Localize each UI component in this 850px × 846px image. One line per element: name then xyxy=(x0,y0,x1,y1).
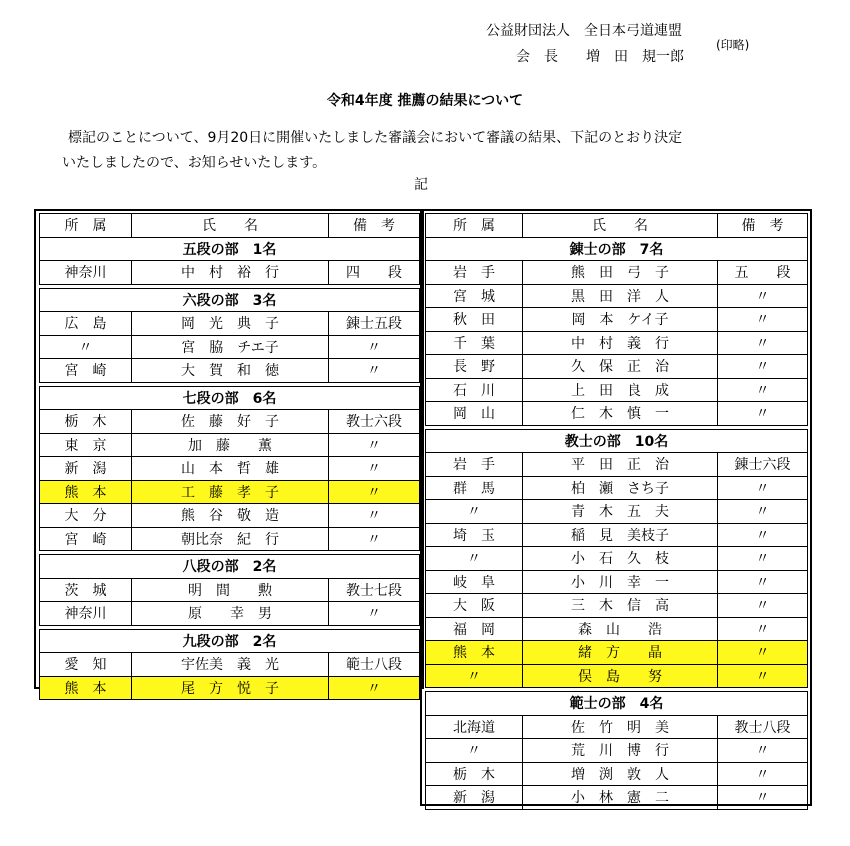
table-row xyxy=(426,762,808,786)
affiliation-cell: 茨 城 xyxy=(40,578,132,602)
table-row xyxy=(426,476,808,500)
name-cell: 増 渕 敦 人 xyxy=(523,762,718,786)
remarks-cell: 〃 xyxy=(718,617,808,641)
affiliation-cell: 新 潟 xyxy=(426,786,523,810)
remarks-cell: 〃 xyxy=(718,331,808,355)
name-cell: 佐 藤 好 子 xyxy=(132,410,329,434)
affiliation-cell: 岡 山 xyxy=(426,402,523,426)
table-row xyxy=(40,359,420,383)
table-row xyxy=(426,378,808,402)
section-header-row xyxy=(40,288,420,312)
table-row xyxy=(40,410,420,434)
name-cell: 小 石 久 枝 xyxy=(523,547,718,571)
table-row xyxy=(40,527,420,551)
column-header-affiliation: 所 属 xyxy=(40,214,132,238)
table-row xyxy=(426,355,808,379)
name-cell: 中 村 義 行 xyxy=(523,331,718,355)
remarks-cell: 〃 xyxy=(718,762,808,786)
name-cell: 工 藤 孝 子 xyxy=(132,480,329,504)
column-header-remarks: 備 考 xyxy=(718,214,808,238)
affiliation-cell: 神奈川 xyxy=(40,261,132,285)
section-header-row xyxy=(40,629,420,653)
name-cell: 宮 脇 チエ子 xyxy=(132,335,329,359)
table-row xyxy=(40,578,420,602)
remarks-cell: 教士八段 xyxy=(718,715,808,739)
name-cell: 岡 光 典 子 xyxy=(132,312,329,336)
section-label: 六段の部 3名 xyxy=(40,288,420,312)
remarks-cell: 五 段 xyxy=(718,261,808,285)
remarks-cell: 四 段 xyxy=(329,261,420,285)
table-row xyxy=(426,284,808,308)
remarks-cell: 〃 xyxy=(329,480,420,504)
name-cell: 久 保 正 治 xyxy=(523,355,718,379)
left-results-table xyxy=(39,213,420,700)
remarks-cell: 〃 xyxy=(718,476,808,500)
seal-note: (印略) xyxy=(716,38,750,52)
name-cell: 朝比奈 紀 行 xyxy=(132,527,329,551)
table-row xyxy=(40,335,420,359)
affiliation-cell: 愛 知 xyxy=(40,653,132,677)
table-row xyxy=(40,602,420,626)
name-cell: 緒 方 晶 xyxy=(523,641,718,665)
name-cell: 小 川 幸 一 xyxy=(523,570,718,594)
affiliation-cell: 栃 木 xyxy=(426,762,523,786)
section-header-row xyxy=(426,237,808,261)
remarks-cell: 〃 xyxy=(718,570,808,594)
affiliation-cell: 岐 阜 xyxy=(426,570,523,594)
affiliation-cell: 岩 手 xyxy=(426,453,523,477)
remarks-cell: 〃 xyxy=(329,359,420,383)
name-cell: 仁 木 慎 一 xyxy=(523,402,718,426)
remarks-cell: 錬士五段 xyxy=(329,312,420,336)
table-row xyxy=(40,676,420,700)
table-row xyxy=(40,433,420,457)
table-row xyxy=(40,312,420,336)
name-cell: 原 幸 男 xyxy=(132,602,329,626)
affiliation-cell: 岩 手 xyxy=(426,261,523,285)
table-row xyxy=(426,402,808,426)
remarks-cell: 教士七段 xyxy=(329,578,420,602)
affiliation-cell: 熊 本 xyxy=(426,641,523,665)
affiliation-cell: 宮 崎 xyxy=(40,359,132,383)
name-cell: 明 間 勲 xyxy=(132,578,329,602)
table-row xyxy=(426,594,808,618)
table-row xyxy=(426,786,808,810)
column-header-affiliation: 所 属 xyxy=(426,214,523,238)
section-label: 五段の部 1名 xyxy=(40,237,420,261)
remarks-cell: 〃 xyxy=(718,664,808,688)
section-label: 錬士の部 7名 xyxy=(426,237,808,261)
affiliation-cell: 熊 本 xyxy=(40,480,132,504)
name-cell: 青 木 五 夫 xyxy=(523,500,718,524)
section-header-row xyxy=(426,429,808,453)
name-cell: 稲 見 美枝子 xyxy=(523,523,718,547)
remarks-cell: 〃 xyxy=(329,433,420,457)
affiliation-cell: 新 潟 xyxy=(40,457,132,481)
table-row xyxy=(426,739,808,763)
right-results-table xyxy=(425,213,808,810)
name-cell: 山 本 哲 雄 xyxy=(132,457,329,481)
body-text-line-2: いたしましたので、お知らせいたします。 xyxy=(62,155,327,171)
column-header-remarks: 備 考 xyxy=(329,214,420,238)
name-cell: 熊 田 弓 子 xyxy=(523,261,718,285)
affiliation-cell: 大 阪 xyxy=(426,594,523,618)
affiliation-cell: 大 分 xyxy=(40,504,132,528)
remarks-cell: 〃 xyxy=(329,602,420,626)
remarks-cell: 〃 xyxy=(718,308,808,332)
name-cell: 宇佐美 義 光 xyxy=(132,653,329,677)
name-cell: 三 木 信 高 xyxy=(523,594,718,618)
remarks-cell: 錬士六段 xyxy=(718,453,808,477)
name-cell: 黒 田 洋 人 xyxy=(523,284,718,308)
remarks-cell: 〃 xyxy=(718,594,808,618)
affiliation-cell: 宮 崎 xyxy=(40,527,132,551)
affiliation-cell: 〃 xyxy=(426,500,523,524)
name-cell: 荒 川 博 行 xyxy=(523,739,718,763)
table-row xyxy=(426,331,808,355)
remarks-cell: 〃 xyxy=(329,335,420,359)
table-row xyxy=(40,653,420,677)
name-cell: 平 田 正 治 xyxy=(523,453,718,477)
table-row xyxy=(426,570,808,594)
section-header-row xyxy=(426,692,808,716)
remarks-cell: 〃 xyxy=(718,739,808,763)
section-label: 範士の部 4名 xyxy=(426,692,808,716)
section-label: 九段の部 2名 xyxy=(40,629,420,653)
affiliation-cell: 〃 xyxy=(40,335,132,359)
affiliation-cell: 宮 城 xyxy=(426,284,523,308)
affiliation-cell: 栃 木 xyxy=(40,410,132,434)
section-header-row xyxy=(40,386,420,410)
remarks-cell: 〃 xyxy=(329,527,420,551)
affiliation-cell: 広 島 xyxy=(40,312,132,336)
table-row xyxy=(426,500,808,524)
name-cell: 俣 島 努 xyxy=(523,664,718,688)
section-label: 七段の部 6名 xyxy=(40,386,420,410)
president-name: 会 長 増 田 規一郎 xyxy=(516,49,684,65)
name-cell: 尾 方 悦 子 xyxy=(132,676,329,700)
table-row xyxy=(40,504,420,528)
section-header-row xyxy=(40,237,420,261)
table-row xyxy=(426,523,808,547)
ki-heading: 記 xyxy=(414,177,428,193)
table-row xyxy=(426,664,808,688)
table-row xyxy=(426,308,808,332)
affiliation-cell: 〃 xyxy=(426,664,523,688)
affiliation-cell: 群 馬 xyxy=(426,476,523,500)
remarks-cell: 〃 xyxy=(329,457,420,481)
table-row xyxy=(426,715,808,739)
affiliation-cell: 神奈川 xyxy=(40,602,132,626)
name-cell: 森 山 浩 xyxy=(523,617,718,641)
name-cell: 小 林 憲 二 xyxy=(523,786,718,810)
remarks-cell: 〃 xyxy=(718,402,808,426)
remarks-cell: 〃 xyxy=(718,355,808,379)
name-cell: 熊 谷 敬 造 xyxy=(132,504,329,528)
table-row xyxy=(426,641,808,665)
page-title: 令和4年度 推薦の結果について xyxy=(326,93,524,109)
affiliation-cell: 〃 xyxy=(426,739,523,763)
organization-name: 公益財団法人 全日本弓道連盟 xyxy=(486,23,682,39)
remarks-cell: 教士六段 xyxy=(329,410,420,434)
name-cell: 佐 竹 明 美 xyxy=(523,715,718,739)
remarks-cell: 〃 xyxy=(718,378,808,402)
table-row xyxy=(40,261,420,285)
remarks-cell: 〃 xyxy=(718,523,808,547)
section-header-row xyxy=(40,555,420,579)
name-cell: 中 村 裕 行 xyxy=(132,261,329,285)
remarks-cell: 〃 xyxy=(718,786,808,810)
affiliation-cell: 埼 玉 xyxy=(426,523,523,547)
affiliation-cell: 北海道 xyxy=(426,715,523,739)
remarks-cell: 範士八段 xyxy=(329,653,420,677)
affiliation-cell: 秋 田 xyxy=(426,308,523,332)
affiliation-cell: 石 川 xyxy=(426,378,523,402)
remarks-cell: 〃 xyxy=(329,504,420,528)
column-header-name: 氏 名 xyxy=(523,214,718,238)
name-cell: 加 藤 薫 xyxy=(132,433,329,457)
table-row xyxy=(426,453,808,477)
remarks-cell: 〃 xyxy=(329,676,420,700)
affiliation-cell: 千 葉 xyxy=(426,331,523,355)
affiliation-cell: 〃 xyxy=(426,547,523,571)
affiliation-cell: 東 京 xyxy=(40,433,132,457)
remarks-cell: 〃 xyxy=(718,547,808,571)
body-text-line-1: 標記のことについて、9月20日に開催いたしました審議会において審議の結果、下記のとおり決定 xyxy=(68,130,683,146)
affiliation-cell: 福 岡 xyxy=(426,617,523,641)
name-cell: 上 田 良 成 xyxy=(523,378,718,402)
column-header-name: 氏 名 xyxy=(132,214,329,238)
table-row xyxy=(426,261,808,285)
name-cell: 柏 瀬 さち子 xyxy=(523,476,718,500)
remarks-cell: 〃 xyxy=(718,284,808,308)
section-label: 教士の部 10名 xyxy=(426,429,808,453)
table-row xyxy=(426,617,808,641)
table-row xyxy=(40,480,420,504)
table-row xyxy=(426,547,808,571)
remarks-cell: 〃 xyxy=(718,500,808,524)
affiliation-cell: 熊 本 xyxy=(40,676,132,700)
table-row xyxy=(40,457,420,481)
section-label: 八段の部 2名 xyxy=(40,555,420,579)
affiliation-cell: 長 野 xyxy=(426,355,523,379)
name-cell: 岡 本 ケイ子 xyxy=(523,308,718,332)
column-header-row xyxy=(40,214,420,238)
name-cell: 大 賀 和 徳 xyxy=(132,359,329,383)
column-header-row xyxy=(426,214,808,238)
remarks-cell: 〃 xyxy=(718,641,808,665)
